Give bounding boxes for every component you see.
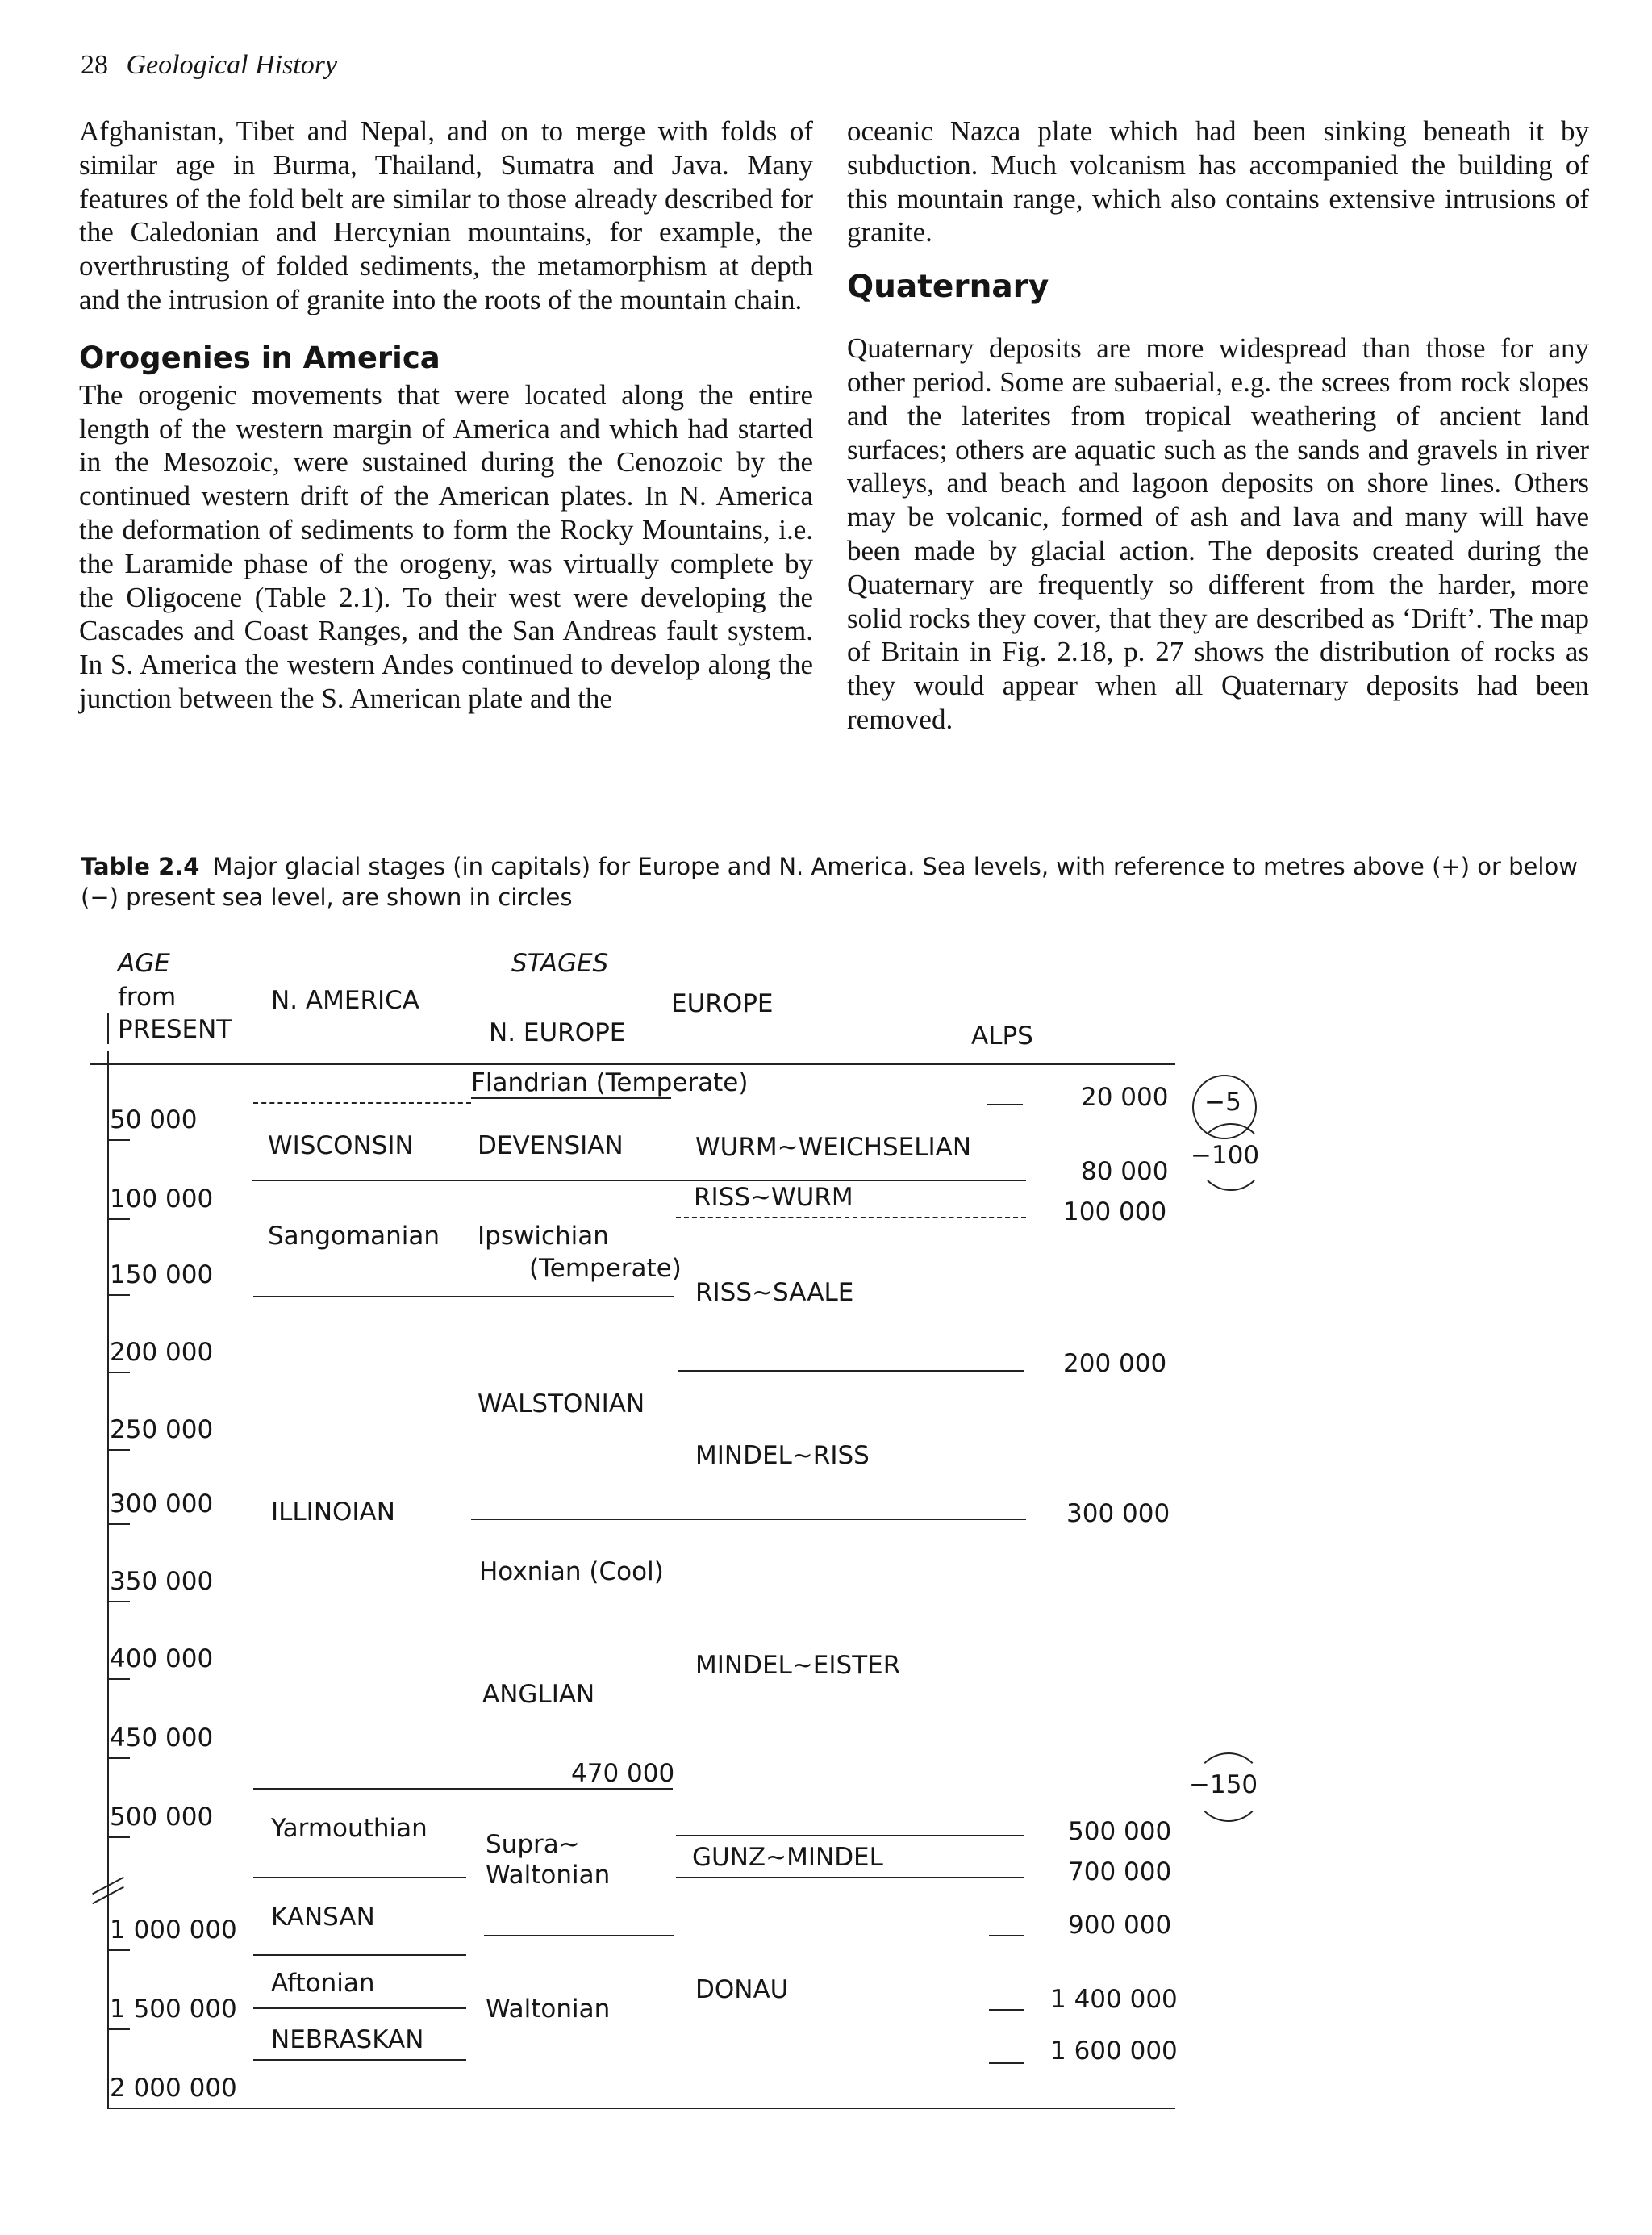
table-label: Table 2.4 xyxy=(81,853,200,880)
alps-date: 1 400 000 xyxy=(1050,1985,1178,2014)
n-europe-header: N. EUROPE xyxy=(489,1018,626,1047)
alps-date: 1 600 000 xyxy=(1050,2037,1178,2066)
stage-riss-saale: RISS~SAALE xyxy=(695,1278,854,1307)
age-label: 1 500 000 xyxy=(110,1995,237,2024)
stage-wisconsin: WISCONSIN xyxy=(268,1131,414,1160)
alps-date: 300 000 xyxy=(1066,1499,1170,1528)
age-label: 50 000 xyxy=(110,1105,198,1134)
page-number: 28 xyxy=(81,50,108,80)
stage-devensian: DEVENSIAN xyxy=(478,1131,624,1160)
age-label: 400 000 xyxy=(110,1644,214,1673)
age-header-2: from xyxy=(118,983,177,1012)
alps-date: 80 000 xyxy=(1081,1157,1169,1186)
alps-header: ALPS xyxy=(971,1021,1033,1051)
n-america-header: N. AMERICA xyxy=(271,986,419,1015)
stage-illinoian: ILLINOIAN xyxy=(271,1498,395,1527)
stage-ipswichian: Ipswichian xyxy=(478,1222,609,1251)
age-label: 1 000 000 xyxy=(110,1915,237,1945)
stages-header: STAGES xyxy=(511,949,609,978)
age-label: 450 000 xyxy=(110,1723,214,1752)
stage-waltonian: Waltonian xyxy=(486,1995,611,2024)
stage-donau: DONAU xyxy=(695,1975,789,2004)
age-label: 100 000 xyxy=(110,1184,214,1214)
age-header-1: AGE xyxy=(118,949,170,978)
age-label: 300 000 xyxy=(110,1489,214,1519)
sea-level-value: −5 xyxy=(1204,1088,1241,1117)
stage-supra: Supra~ xyxy=(486,1830,580,1859)
age-label: 350 000 xyxy=(110,1567,214,1596)
stage-mindel-riss: MINDEL~RISS xyxy=(695,1441,870,1470)
alps-date: 20 000 xyxy=(1081,1083,1169,1112)
right-column xyxy=(847,115,1589,737)
alps-date: 900 000 xyxy=(1068,1911,1172,1940)
running-head xyxy=(81,50,337,81)
alps-date: 500 000 xyxy=(1068,1817,1172,1846)
age-label: 500 000 xyxy=(110,1803,214,1832)
alps-date: 200 000 xyxy=(1063,1349,1167,1378)
stage-riss-wurm: RISS~WURM xyxy=(694,1183,853,1212)
right-paragraph-1: oceanic Nazca plate which had been sinking beneath it by subduction. Much volcanism has accompanied the building of this mountain range, which also contains extensive intrusions of granite. xyxy=(847,115,1589,249)
age-label: 2 000 000 xyxy=(110,2074,237,2103)
section-heading-orogenies: Orogenies in America xyxy=(79,340,440,375)
stage-gunz-mindel: GUNZ~MINDEL xyxy=(692,1843,883,1872)
right-paragraph-2: Quaternary deposits are more widespread than those for any other period. Some are subaerial, e.g. the screes from rock slopes and the laterites from tropical weathering of ancient land surfaces; others are aquatic such as the sands and gravels in river valleys, and beach and lagoon deposits on shore lines. Others may be volcanic, formed of ash and lava and many will have been made by glacial action. The deposits created during the Quaternary are frequently so different from the harder, more solid rocks they cover, that they are described as ‘Drift’. The map of Britain in Fig. 2.18, p. 27 shows the distribution of rocks as they would appear when all Quaternary deposits had been removed. xyxy=(847,332,1589,735)
stage-nebraskan: NEBRASKAN xyxy=(271,2025,424,2054)
stage-mindel-eister: MINDEL~EISTER xyxy=(695,1651,901,1680)
stage-ipswichian-note: (Temperate) xyxy=(529,1254,682,1283)
age-label: 250 000 xyxy=(110,1415,214,1444)
europe-header: EUROPE xyxy=(671,989,774,1018)
stage-yarmouthian: Yarmouthian xyxy=(271,1814,428,1843)
left-paragraph-2: The orogenic movements that were located along the entire length of the western margin of America and which had started in the Mesozoic, were sustained during the Cenozoic by the continued western drift of the American plates. In N. America the deformation of sediments to form the Rocky Mountains, i.e. the Laramide phase of the orogeny, was virtually complete by the Oligocene (Table 2.1). To their west were developing the Cascades and Coast Ranges, and the San Andreas fault system. In S. America the western Andes continued to develop along the junction between the S. American plate and the xyxy=(79,378,813,714)
age-label: 200 000 xyxy=(110,1338,214,1367)
stage-anglian-date: 470 000 xyxy=(571,1759,675,1788)
stage-aftonian: Aftonian xyxy=(271,1969,375,1998)
section-heading-quaternary: Quaternary xyxy=(847,269,1049,306)
table-caption xyxy=(81,851,1597,913)
stage-hoxnian: Hoxnian (Cool) xyxy=(479,1557,664,1586)
left-column xyxy=(79,115,813,716)
left-paragraph-1: Afghanistan, Tibet and Nepal, and on to merge with folds of similar age in Burma, Thailand, Sumatra and Java. Many features of the fold belt are similar to those already described for the Caledonian and Hercynian mountains, for example, the overthrusting of folded sediments, the metamorphism at depth and the intrusion of granite into the roots of the mountain chain. xyxy=(79,115,813,315)
alps-date: 700 000 xyxy=(1068,1857,1172,1886)
stage-walstonian: WALSTONIAN xyxy=(478,1389,645,1418)
age-label: 150 000 xyxy=(110,1260,214,1289)
caption-text: Major glacial stages (in capitals) for Europe and N. America. Sea levels, with reference to metres above (+) or below (−) present sea level, are shown in circles xyxy=(81,853,1578,911)
stage-supra-waltonian: Waltonian xyxy=(486,1861,611,1890)
age-header-3: PRESENT xyxy=(118,1015,232,1044)
running-title: Geological History xyxy=(126,50,338,80)
stage-wurm: WURM~WEICHSELIAN xyxy=(695,1133,972,1162)
sea-level-value: −150 xyxy=(1189,1770,1258,1799)
sea-level-value: −100 xyxy=(1191,1141,1260,1170)
alps-date: 100 000 xyxy=(1063,1197,1167,1226)
stage-anglian: ANGLIAN xyxy=(482,1680,595,1709)
stage-flandrian: Flandrian (Temperate) xyxy=(471,1068,749,1097)
stage-kansan: KANSAN xyxy=(271,1903,375,1932)
stage-sangomanian: Sangomanian xyxy=(268,1222,440,1251)
